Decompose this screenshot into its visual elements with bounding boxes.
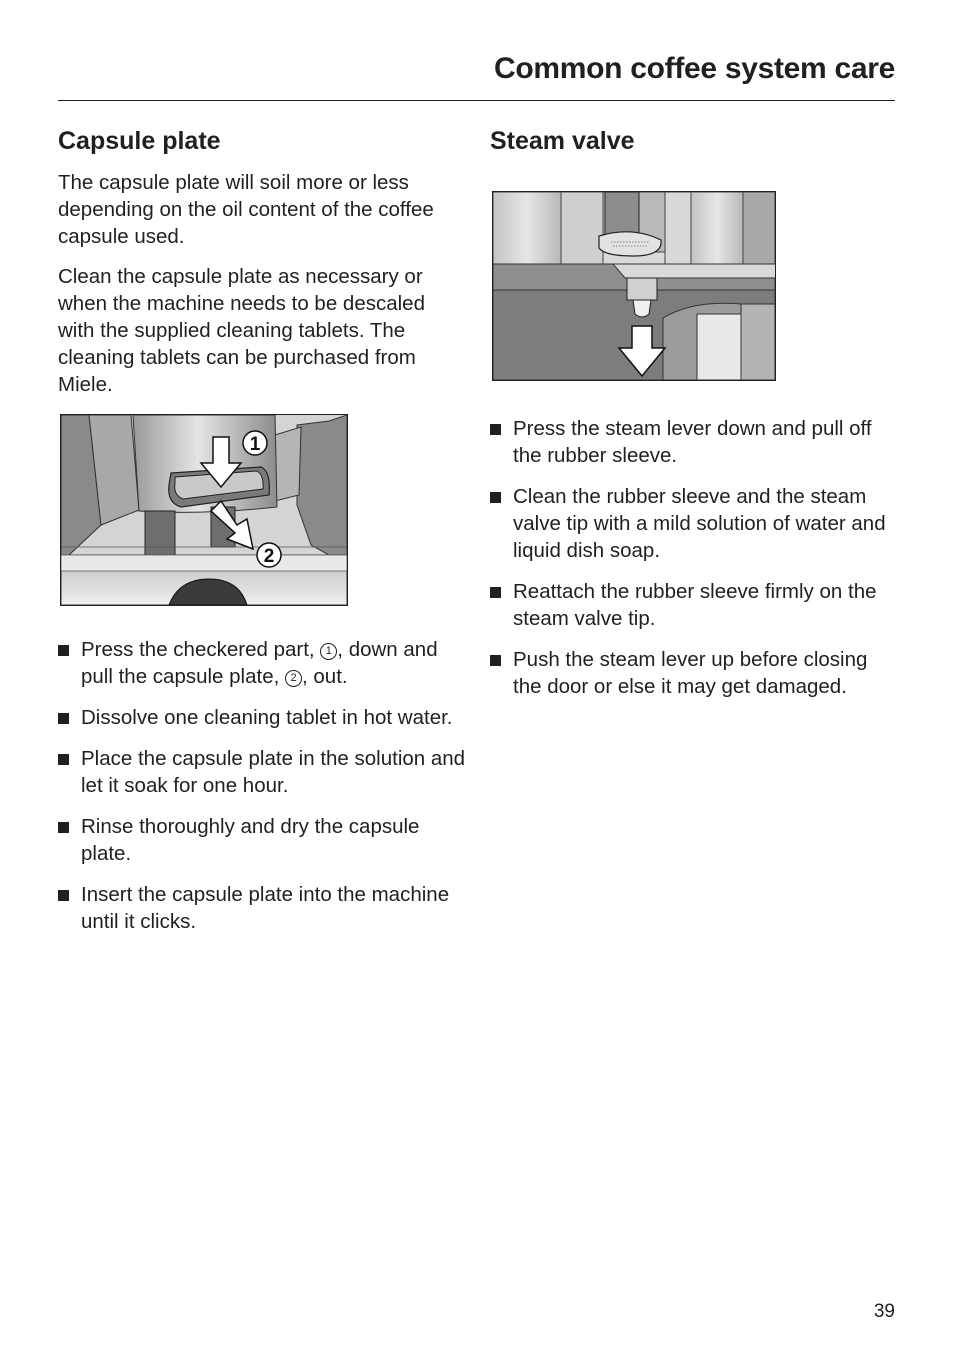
- step-text: Reattach the rubber sleeve firmly on the steam valve tip.: [513, 580, 877, 630]
- step-text-part: , down and pull the capsule plate,: [81, 638, 438, 688]
- bullet-square-icon: [490, 424, 501, 435]
- circled-number-1: 1: [320, 643, 337, 660]
- steam-valve-section: [490, 125, 900, 714]
- capsule-plate-heading: Capsule plate: [58, 127, 221, 155]
- steam-valve-heading: Steam valve: [490, 127, 635, 155]
- bullet-square-icon: [490, 655, 501, 666]
- list-item: [490, 646, 900, 700]
- step-text: Clean the rubber sleeve and the steam valve tip with a mild solution of water and liquid dish soap.: [513, 485, 886, 562]
- capsule-plate-illustration: [60, 414, 348, 606]
- capsule-plate-section: [58, 125, 466, 949]
- page-title: Common coffee system care: [494, 52, 895, 85]
- list-item: [58, 813, 466, 867]
- step-text-part: Press the checkered part,: [81, 638, 321, 661]
- page-number: 39: [873, 1301, 895, 1322]
- step-text: Place the capsule plate in the solution and let it soak for one hour.: [81, 747, 466, 797]
- bullet-square-icon: [58, 890, 69, 901]
- step-text: Push the steam lever up before closing the door or else it may get damaged.: [513, 648, 868, 698]
- bullet-square-icon: [490, 492, 501, 503]
- circled-number-2: 2: [285, 670, 302, 687]
- steam-valve-steps: [490, 415, 900, 700]
- capsule-plate-cleaning-note: Clean the capsule plate as necessary or when the machine needs to be descaled with the supplied cleaning tablets. The cleaning tablets can be purchased from Miele.: [58, 265, 425, 396]
- step-text: Insert the capsule plate into the machine until it clicks.: [81, 883, 450, 933]
- list-item: [490, 483, 900, 564]
- bullet-square-icon: [58, 822, 69, 833]
- steam-valve-illustration: [492, 191, 776, 381]
- marker-2-label: 2: [263, 546, 275, 567]
- bullet-square-icon: [58, 754, 69, 765]
- list-item: [58, 636, 466, 690]
- list-item: [58, 704, 466, 731]
- list-item: [490, 578, 900, 632]
- step-text: Dissolve one cleaning tablet in hot water.: [81, 706, 453, 729]
- list-item: [58, 745, 466, 799]
- step-text: Rinse thoroughly and dry the capsule plate.: [81, 815, 420, 865]
- bullet-square-icon: [58, 645, 69, 656]
- step-text: Press the steam lever down and pull off the rubber sleeve.: [513, 417, 872, 467]
- bullet-square-icon: [58, 713, 69, 724]
- marker-1-label: 1: [249, 434, 261, 455]
- list-item: [490, 415, 900, 469]
- title-rule: [58, 100, 895, 101]
- step-text-part: , out.: [302, 665, 348, 688]
- bullet-square-icon: [490, 587, 501, 598]
- capsule-plate-intro: The capsule plate will soil more or less depending on the oil content of the coffee capsule used.: [58, 171, 434, 248]
- list-item: [58, 881, 466, 935]
- capsule-plate-steps: [58, 636, 466, 935]
